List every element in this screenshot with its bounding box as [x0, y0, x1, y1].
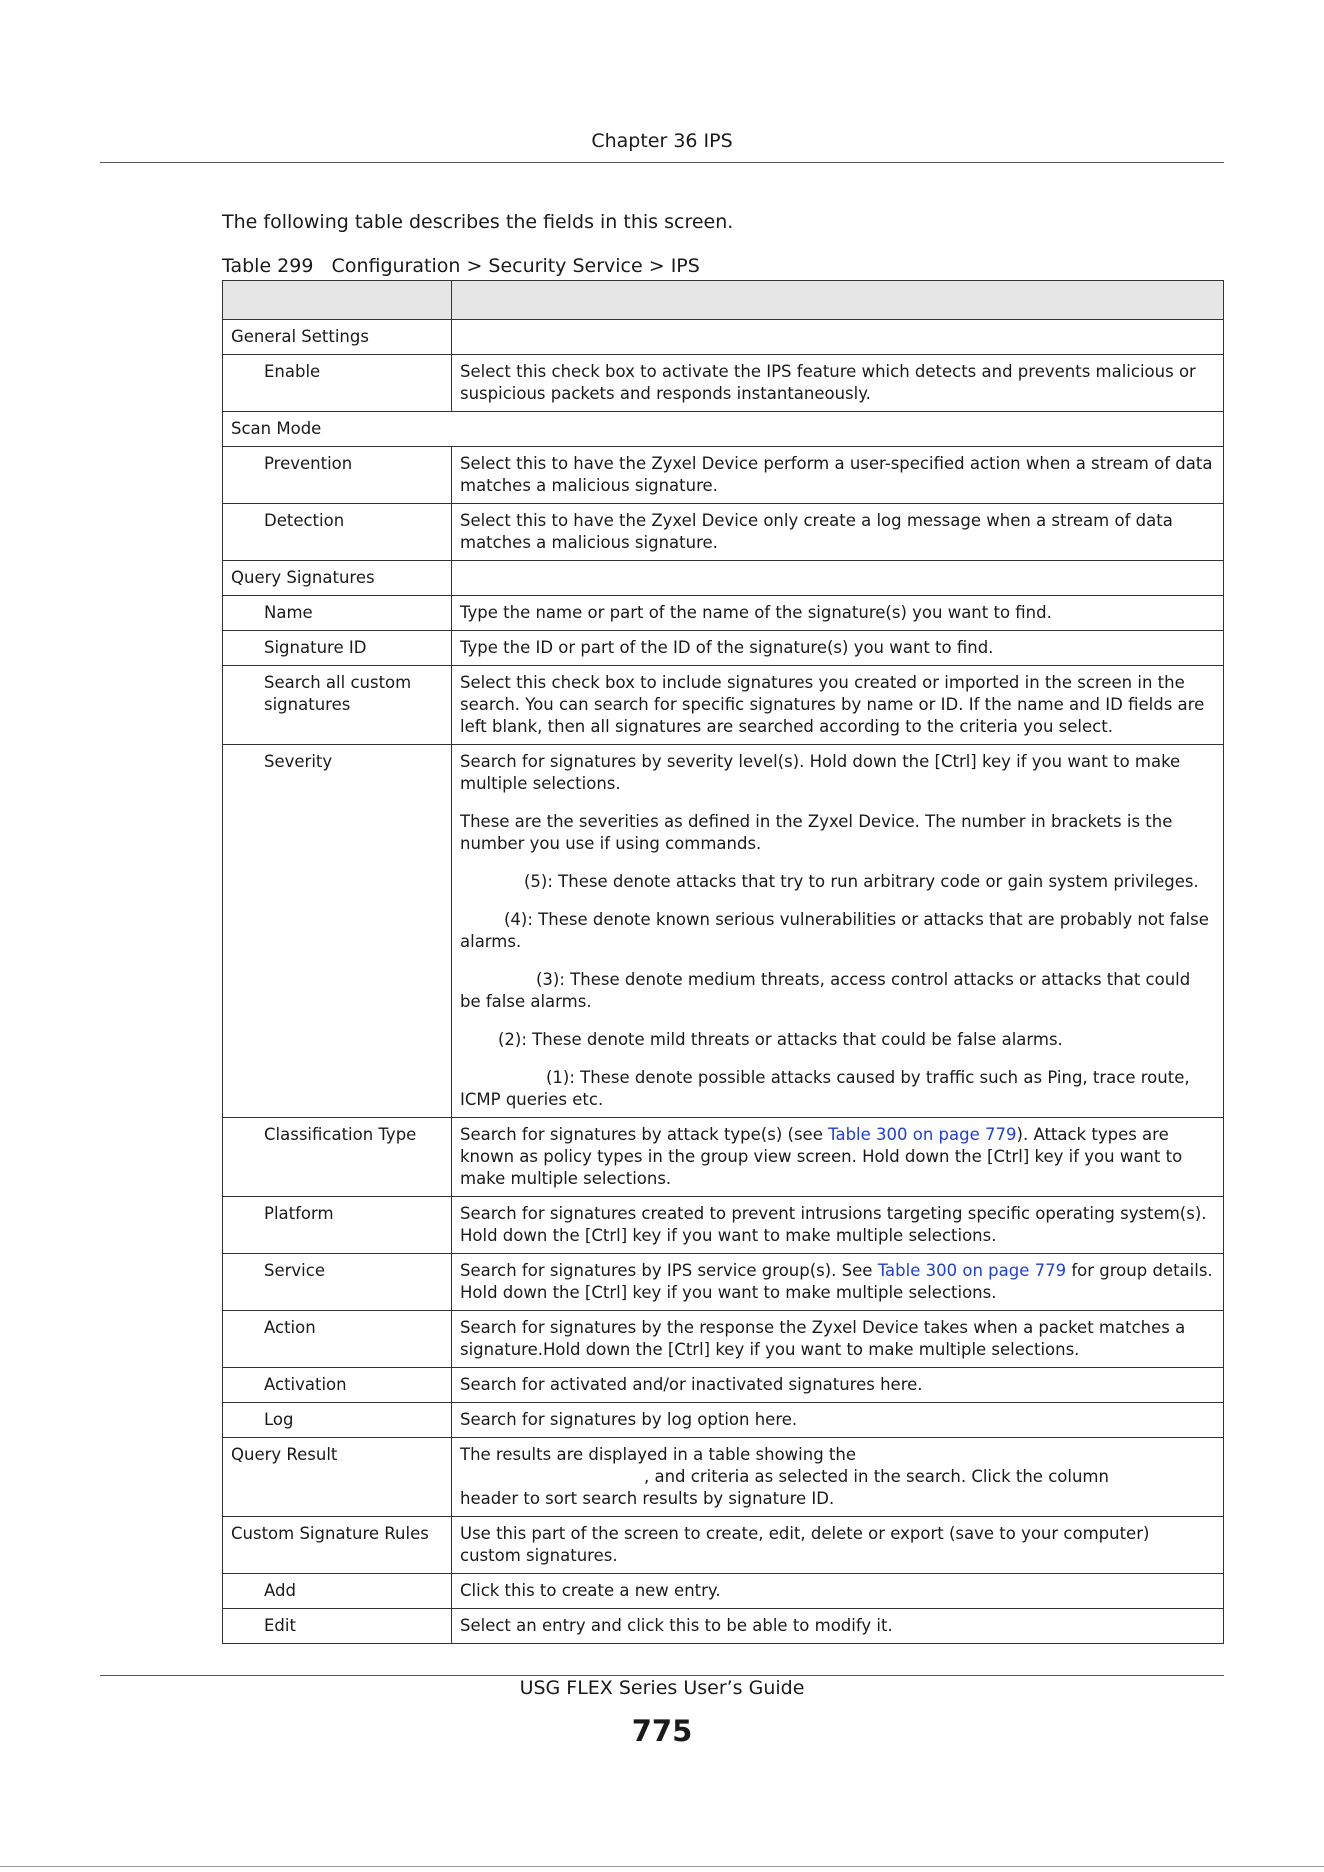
row-label: Name: [223, 596, 452, 631]
table-row: [223, 1609, 1224, 1644]
table-row: [223, 666, 1224, 745]
table-row: [223, 1118, 1224, 1197]
table-300-link[interactable]: Table 300 on page 779: [828, 1125, 1017, 1144]
table-row: [223, 1254, 1224, 1311]
table-row: [223, 1517, 1224, 1574]
row-label: Prevention: [223, 447, 452, 504]
row-description: Search for activated and/or inactivated signatures here.: [452, 1368, 1224, 1403]
page-edge-divider: [0, 1866, 1324, 1867]
row-label: Activation: [223, 1368, 452, 1403]
header-cell-label: [223, 281, 452, 320]
table-row: [223, 355, 1224, 412]
row-description: Select this to have the Zyxel Device perform a user-specified action when a stream of data matches a malicious signature.: [452, 447, 1224, 504]
row-description: Search for signatures by log option here.: [452, 1403, 1224, 1438]
row-label: Enable: [223, 355, 452, 412]
header-cell-description: [452, 281, 1224, 320]
severity-level-2: (2): These denote mild threats or attacks that could be false alarms.: [498, 1030, 1063, 1049]
row-label: Classification Type: [223, 1118, 452, 1197]
field-description-table: [222, 280, 1224, 1644]
desc-text: Search for signatures by attack type(s) (see: [460, 1125, 829, 1144]
footer-rule: [100, 1675, 1224, 1676]
row-label: Detection: [223, 504, 452, 561]
table-row: [223, 504, 1224, 561]
row-label: General Settings: [223, 320, 452, 355]
row-description: Use this part of the screen to create, edit, delete or export (save to your computer) custom signatures.: [452, 1517, 1224, 1574]
desc-line: , and criteria as selected in the search. Click the column: [644, 1467, 1109, 1486]
row-description: [452, 745, 1224, 1118]
page-number: 775: [631, 1714, 693, 1748]
table-row: [223, 320, 1224, 355]
desc-text: for group details. Hold down the [Ctrl] key if you want to make multiple selections.: [460, 1261, 1213, 1302]
row-description: Select an entry and click this to be able to modify it.: [452, 1609, 1224, 1644]
row-description: Select this check box to activate the IPS feature which detects and prevents malicious or suspicious packets and responds instantaneously.: [452, 355, 1224, 412]
table-row: [223, 596, 1224, 631]
table-300-link[interactable]: Table 300 on page 779: [877, 1261, 1067, 1280]
table-row: [223, 1197, 1224, 1254]
table-row: [223, 1311, 1224, 1368]
row-label: Signature ID: [223, 631, 452, 666]
row-label: Add: [223, 1574, 452, 1609]
intro-text: The following table describes the fields in this screen.: [222, 211, 734, 233]
table-row: [223, 1438, 1224, 1517]
row-description: [452, 320, 1224, 355]
severity-definition: These are the severities as defined in the Zyxel Device. The number in brackets is the number you use if using commands.: [460, 812, 1173, 853]
guide-title: USG FLEX Series User’s Guide: [519, 1677, 805, 1699]
header-rule: [100, 162, 1224, 163]
table-row: [223, 1368, 1224, 1403]
severity-level-1: (1): These denote possible attacks caused by traffic such as Ping, trace route, ICMP queries etc.: [460, 1068, 1190, 1109]
row-label: Action: [223, 1311, 452, 1368]
row-label: Custom Signature Rules: [223, 1517, 452, 1574]
desc-line: header to sort search results by signature ID.: [460, 1489, 835, 1508]
row-description: [452, 1118, 1224, 1197]
row-label: Service: [223, 1254, 452, 1311]
row-label: Platform: [223, 1197, 452, 1254]
row-label: Severity: [223, 745, 452, 1118]
desc-text: Search for signatures by IPS service group(s). See: [460, 1261, 878, 1280]
row-label: Query Signatures: [223, 561, 452, 596]
row-label: Log: [223, 1403, 452, 1438]
table-row: [223, 1574, 1224, 1609]
row-description: Search for signatures created to prevent intrusions targeting specific operating system(s). Hold down the [Ctrl] key if you want to make multiple selections.: [452, 1197, 1224, 1254]
row-description: [452, 561, 1224, 596]
row-description: Type the ID or part of the ID of the signature(s) you want to find.: [452, 631, 1224, 666]
desc-line: The results are displayed in a table showing the: [460, 1445, 856, 1464]
severity-intro: Search for signatures by severity level(s). Hold down the [Ctrl] key if you want to make multiple selections.: [460, 752, 1181, 793]
row-description: Type the name or part of the name of the signature(s) you want to find.: [452, 596, 1224, 631]
row-description: [452, 1438, 1224, 1517]
row-description: Click this to create a new entry.: [452, 1574, 1224, 1609]
desc-text: ). Attack types are known as policy types in the group view screen. Hold down the [Ctrl] key if you want to make multiple selections.: [460, 1125, 1183, 1188]
severity-level-3: (3): These denote medium threats, access control attacks or attacks that could be false alarms.: [460, 970, 1191, 1011]
row-label: Edit: [223, 1609, 452, 1644]
table-header-row: [223, 281, 1224, 320]
table-row: [223, 1403, 1224, 1438]
chapter-title: Chapter 36 IPS: [591, 130, 733, 152]
table-row: [223, 447, 1224, 504]
table-row: [223, 745, 1224, 1118]
table-row: [223, 631, 1224, 666]
row-description: Select this to have the Zyxel Device only create a log message when a stream of data matches a malicious signature.: [452, 504, 1224, 561]
row-description: Select this check box to include signatures you created or imported in the screen in the search. You can search for specific signatures by name or ID. If the name and ID fields are left blank, then all signatures are searched according to the criteria you select.: [452, 666, 1224, 745]
row-label: Scan Mode: [223, 412, 1224, 447]
row-description: Search for signatures by the response the Zyxel Device takes when a packet matches a signature.Hold down the [Ctrl] key if you want to make multiple selections.: [452, 1311, 1224, 1368]
severity-level-4: (4): These denote known serious vulnerabilities or attacks that are probably not false alarms.: [460, 910, 1209, 951]
row-label: Search all custom signatures: [223, 666, 452, 745]
severity-level-5: (5): These denote attacks that try to run arbitrary code or gain system privileges.: [524, 872, 1199, 891]
row-label: Query Result: [223, 1438, 452, 1517]
table-row: [223, 412, 1224, 447]
row-description: [452, 1254, 1224, 1311]
table-caption: Table 299 Configuration > Security Service > IPS: [222, 255, 700, 277]
table-row: [223, 561, 1224, 596]
